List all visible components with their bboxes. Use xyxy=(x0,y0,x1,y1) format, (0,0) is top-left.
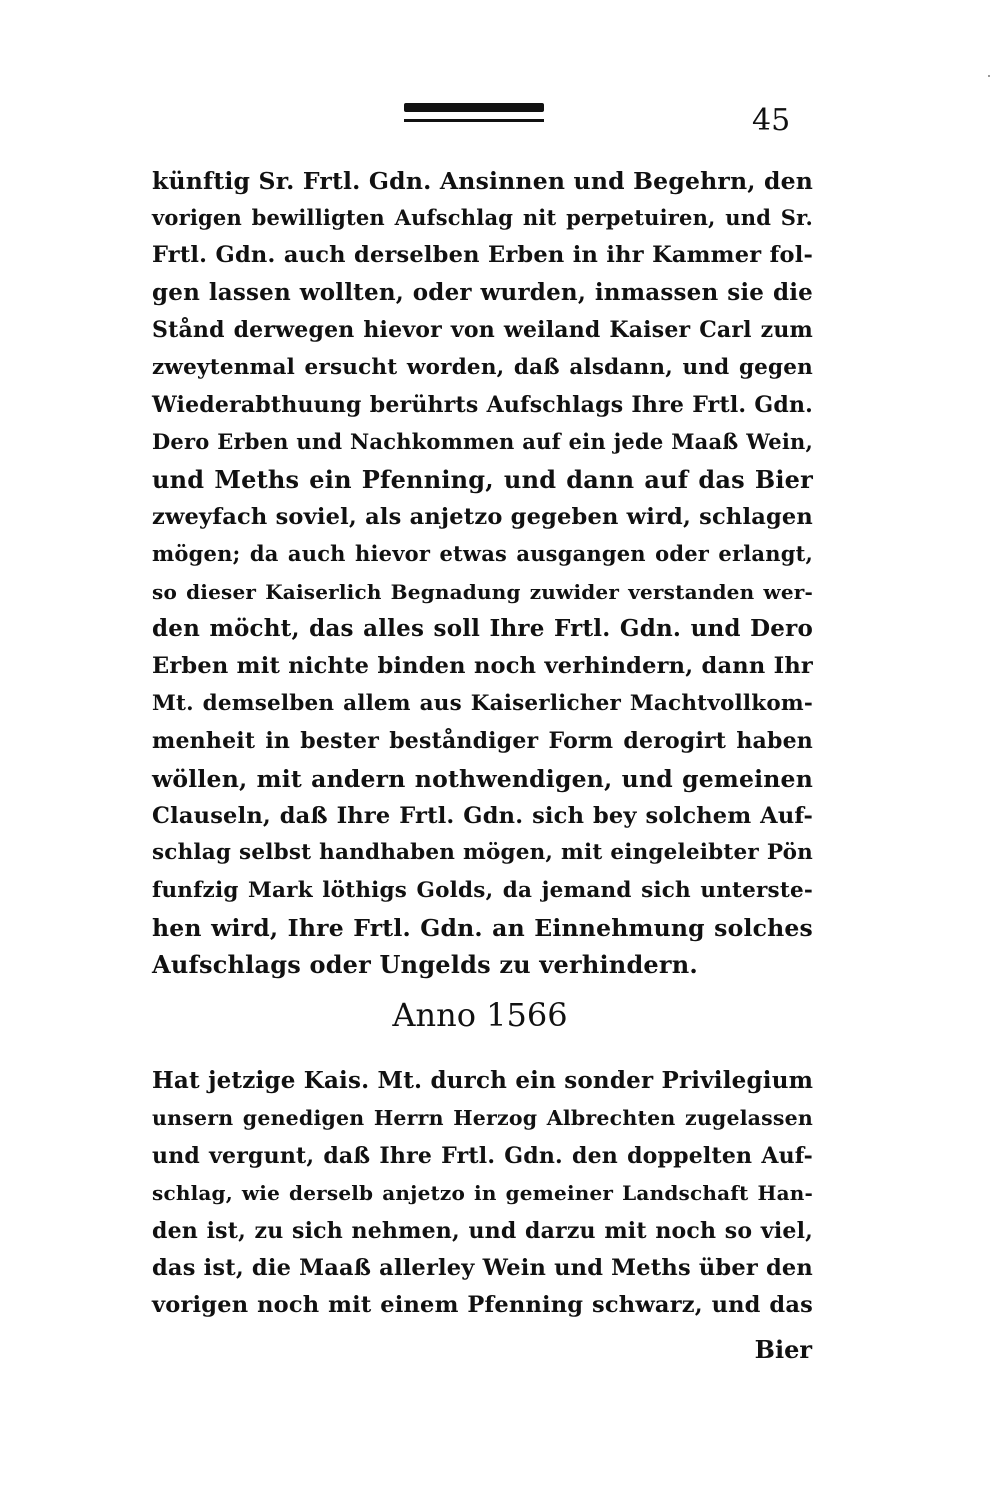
margin-speck xyxy=(988,75,990,77)
text-line: und vergunt, daß Ihre Frtl. Gdn. den doppelten Auf- xyxy=(152,1143,813,1169)
text-line: Stånd derwegen hievor von weiland Kaiser Carl zum xyxy=(152,317,813,343)
text-line: den ist, zu sich nehmen, und darzu mit noch so viel, xyxy=(152,1218,813,1244)
text-line: künftig Sr. Frtl. Gdn. Ansinnen und Begehrn, den xyxy=(152,167,814,195)
text-line: Wiederabthuung berührts Aufschlags Ihre Frtl. Gdn. xyxy=(152,392,813,418)
text-line: Hat jetzige Kais. Mt. durch ein sonder Privilegium xyxy=(152,1067,814,1094)
text-line: gen lassen wollten, oder wurden, inmassen sie die xyxy=(152,279,813,306)
text-line: schlag selbst handhaben mögen, mit eingeleibter Pön xyxy=(152,840,813,865)
page-number: 45 xyxy=(752,103,791,138)
text-line: Erben mit nichte binden noch verhindern, dann Ihr xyxy=(152,653,813,679)
text-line: Mt. demselben allem aus Kaiserlicher Machtvollkom- xyxy=(152,691,813,716)
text-line: hen wird, Ihre Frtl. Gdn. an Einnehmung solches xyxy=(152,914,813,942)
header-rule-thick xyxy=(404,103,544,112)
text-line: funfzig Mark löthigs Golds, da jemand sich unterste- xyxy=(152,878,813,903)
text-line: den möcht, das alles soll Ihre Frtl. Gdn. und Dero xyxy=(152,615,813,642)
text-line: unsern genedigen Herrn Herzog Albrechten zugelassen xyxy=(152,1106,813,1130)
catchword: Bier xyxy=(754,1335,812,1364)
text-line: Dero Erben und Nachkommen auf ein jede Maaß Wein, xyxy=(152,429,813,454)
text-line: und Meths ein Pfenning, und dann auf das Bier xyxy=(152,465,813,494)
section-heading: Anno 1566 xyxy=(392,996,568,1034)
text-line: schlag, wie derselb anjetzo in gemeiner Landschaft Han- xyxy=(152,1181,813,1205)
text-line: wöllen, mit andern nothwendigen, und gemeinen xyxy=(152,765,813,793)
text-line: vorigen noch mit einem Pfenning schwarz, und das xyxy=(152,1292,813,1318)
text-line: so dieser Kaiserlich Begnadung zuwider verstanden wer- xyxy=(152,580,813,604)
text-line: zweytenmal ersucht worden, daß alsdann, und gegen xyxy=(152,355,813,380)
text-line: menheit in bester beståndiger Form derogirt haben xyxy=(152,728,813,754)
text-line: Frtl. Gdn. auch derselben Erben in ihr Kammer fol- xyxy=(152,242,813,268)
text-line: zweyfach soviel, als anjetzo gegeben wird, schlagen xyxy=(152,504,813,530)
text-line: das ist, die Maaß allerley Wein und Meths über den xyxy=(152,1255,813,1281)
text-line: Aufschlags oder Ungelds zu verhindern. xyxy=(152,950,698,979)
header-rule-thin xyxy=(404,119,544,122)
text-line: mögen; da auch hievor etwas ausgangen oder erlangt, xyxy=(152,541,813,566)
text-line: Clauseln, daß Ihre Frtl. Gdn. sich bey solchem Auf- xyxy=(152,803,813,829)
text-line: vorigen bewilligten Aufschlag nit perpetuiren, und Sr. xyxy=(152,205,813,230)
